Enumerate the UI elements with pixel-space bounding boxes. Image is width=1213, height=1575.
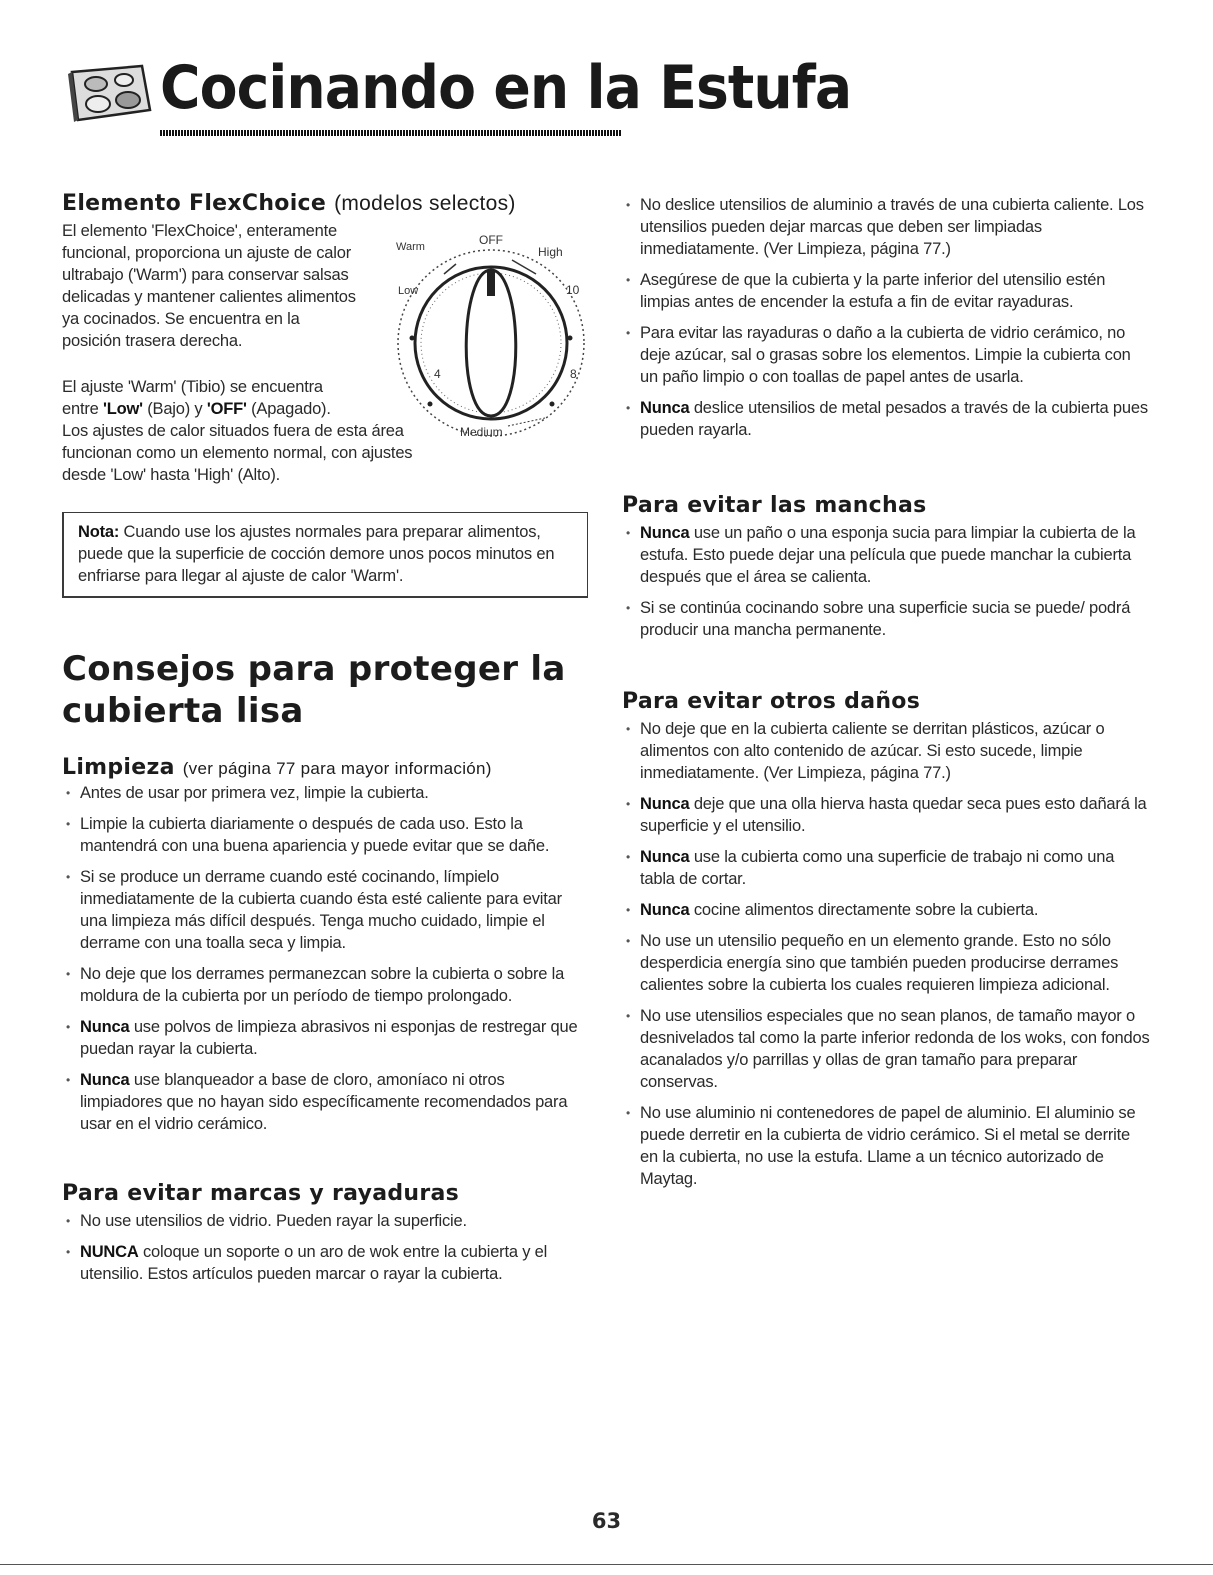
knob-label-warm: Warm [396, 241, 425, 253]
bullet-text: Si se produce un derrame cuando esté cocinando, límpielo inmediatamente de la cubierta cuando ésta esté caliente para evitar una limpieza más difícil después. Tenga mucho cuidado, limpie el derrame con una toalla seca y limpia. [80, 868, 562, 952]
bullet-emphasis: Nunca [640, 524, 690, 542]
bullet-text: Para evitar las rayaduras o daño a la cubierta de vidrio cerámico, no deje azúcar, sal o grasas sobre los elementos. Limpie la cubierta con un paño limpio o con toallas de papel antes de usarla. [640, 324, 1131, 386]
consejos-title-line-1: Consejos para proteger la [62, 649, 566, 689]
list-item [622, 793, 1150, 837]
bullet-text: No use utensilios especiales que no sean planos, de tamaño mayor o desnivelados tal como la parte inferior redonda de los woks, con fondos acanalados y/o parrillas y ollas de gran tamaño para preparar conservas. [640, 1007, 1150, 1091]
note-text: Cuando use los ajustes normales para preparar alimentos, puede que la superficie de cocción demore unos pocos minutos en enfriarse para llegar al ajuste de calor 'Warm'. [78, 523, 555, 585]
page-number: 63 [591, 1509, 622, 1533]
bullet-text: Antes de usar por primera vez, limpie la cubierta. [80, 784, 429, 802]
bullet-text: use blanqueador a base de cloro, amoníaco ni otros limpiadores que no hayan sido específicamente recomendados para usar en el vidrio cerámico. [80, 1071, 568, 1133]
list-item [622, 597, 1150, 641]
list-item [62, 813, 582, 857]
title-rule [160, 130, 622, 136]
bullet-text: cocine alimentos directamente sobre la cubierta. [689, 901, 1039, 919]
bullet-emphasis: Nunca [640, 399, 690, 417]
manchas-heading: Para evitar las manchas [622, 493, 927, 518]
flexchoice-heading-title: Elemento FlexChoice [62, 191, 327, 216]
bullet-text: No deslice utensilios de aluminio a través de una cubierta caliente. Los utensilios pueden dejar marcas que deben ser limpiadas inmediatamente. (Ver Limpieza, página 77.) [640, 196, 1144, 258]
right-top-list [622, 194, 1150, 450]
knob-label-8: 8 [570, 367, 577, 381]
flexchoice-paragraph-3: Los ajustes de calor situados fuera de esta área funcionan como un elemento normal, con ajustes desde 'Low' hasta 'High' (Alto). [62, 422, 413, 484]
flexchoice-paragraph-1: El elemento 'FlexChoice', enteramente funcional, proporciona un ajuste de calor ultrabajo ('Warm') para conservar salsas delicadas y mantener calientes alimentos ya cocinados. Se encuentra en la posición trasera derecha. [62, 222, 356, 350]
list-item [622, 397, 1150, 441]
limpieza-heading-sub: (ver página 77 para mayor información) [182, 759, 492, 778]
bullet-text: deje que una olla hierva hasta quedar seca pues esto dañará la superficie y el utensilio. [640, 795, 1147, 835]
bullet-emphasis: Nunca [640, 901, 690, 919]
knob-label-high: High [538, 245, 563, 259]
bullet-text: No deje que los derrames permanezcan sobre la cubierta o sobre la moldura de la cubierta por un período de tiempo prolongado. [80, 965, 565, 1005]
list-item [62, 782, 582, 804]
danos-heading: Para evitar otros daños [622, 689, 921, 714]
bullet-text: coloque un soporte o un aro de wok entre la cubierta y el utensilio. Estos artículos pueden marcar o rayar la cubierta. [80, 1243, 548, 1283]
bullet-emphasis: Nunca [640, 795, 690, 813]
knob-dial [398, 250, 584, 436]
bullet-text: Asegúrese de que la cubierta y la parte inferior del utensilio estén limpias antes de encender la estufa a fin de evitar rayaduras. [640, 271, 1106, 311]
flexchoice-paragraph-2 [62, 376, 362, 420]
page-title: Cocinando en la Estufa [160, 53, 852, 123]
list-item [622, 1102, 1150, 1190]
knob-diagram [360, 222, 600, 462]
list-item [622, 522, 1150, 588]
footer-rule [0, 1564, 1213, 1565]
list-item [622, 930, 1150, 996]
list-item [622, 718, 1150, 784]
list-item [62, 963, 582, 1007]
limpieza-heading [62, 754, 602, 783]
para2-low: 'Low' [103, 400, 143, 418]
danos-list [622, 718, 1150, 1199]
list-item [62, 1210, 582, 1232]
bullet-text: use un paño o una esponja sucia para limpiar la cubierta de la estufa. Esto puede dejar una película que puede manchar la cubierta después que el área se calienta. [640, 524, 1136, 586]
para2-text-a: El ajuste 'Warm' (Tibio) se encuentra entre [62, 378, 323, 418]
list-item [622, 194, 1150, 260]
limpieza-list [62, 782, 582, 1144]
bullet-text: deslice utensilios de metal pesados a través de la cubierta pues pueden rayarla. [640, 399, 1148, 439]
manchas-list [622, 522, 1150, 650]
consejos-title-line-2: cubierta lisa [62, 691, 304, 731]
list-item [622, 1005, 1150, 1093]
bullet-text: Si se continúa cocinando sobre una superficie sucia se puede/ podrá producir una mancha permanente. [640, 599, 1131, 639]
para2-text-c: (Apagado). [246, 400, 331, 418]
flexchoice-heading [62, 190, 602, 218]
list-item [622, 269, 1150, 313]
bullet-text: No use utensilios de vidrio. Pueden rayar la superficie. [80, 1212, 467, 1230]
cooktop-icon [66, 62, 154, 124]
bullet-emphasis: Nunca [640, 848, 690, 866]
flexchoice-heading-sub: (modelos selectos) [334, 192, 516, 215]
note-box [62, 512, 588, 598]
consejos-title [62, 648, 602, 732]
knob-label-medium: Medium [460, 425, 503, 439]
para2-text-b: (Bajo) y [142, 400, 207, 418]
list-item [62, 866, 582, 954]
bullet-emphasis: NUNCA [80, 1243, 139, 1261]
list-item [62, 1241, 582, 1285]
note-label: Nota: [78, 523, 120, 541]
limpieza-heading-title: Limpieza [62, 755, 175, 780]
knob-label-4: 4 [434, 367, 441, 381]
list-item [62, 1016, 582, 1060]
bullet-text: No deje que en la cubierta caliente se derritan plásticos, azúcar o alimentos con alto contenido de azúcar. Si esto sucede, limpie inmediatamente. (Ver Limpieza, página 77.) [640, 720, 1105, 782]
bullet-text: Limpie la cubierta diariamente o después de cada uso. Esto la mantendrá con una buena apariencia y puede evitar que se dañe. [80, 815, 550, 855]
list-item [622, 322, 1150, 388]
marcas-list [62, 1210, 582, 1294]
para2-off: 'OFF' [206, 400, 247, 418]
bullet-text: use polvos de limpieza abrasivos ni esponjas de restregar que puedan rayar la cubierta. [80, 1018, 578, 1058]
list-item [62, 1069, 582, 1135]
knob-label-10: 10 [566, 283, 580, 297]
knob-label-low: Low [398, 285, 419, 297]
knob-label-off: OFF [479, 233, 503, 247]
list-item [622, 846, 1150, 890]
bullet-text: use la cubierta como una superficie de trabajo ni como una tabla de cortar. [640, 848, 1115, 888]
bullet-emphasis: Nunca [80, 1018, 130, 1036]
bullet-text: No use un utensilio pequeño en un elemento grande. Esto no sólo desperdicia energía sino que también pueden producirse derrames calientes sobre la cubierta los cuales requieren limpieza adicional. [640, 932, 1119, 994]
bullet-text: No use aluminio ni contenedores de papel de aluminio. El aluminio se puede derretir en la cubierta de vidrio cerámico. Si el metal se derrite en la cubierta, no use la estufa. Llame a un técnico autorizado de Maytag. [640, 1104, 1136, 1188]
marcas-heading: Para evitar marcas y rayaduras [62, 1181, 460, 1206]
bullet-emphasis: Nunca [80, 1071, 130, 1089]
list-item [622, 899, 1150, 921]
